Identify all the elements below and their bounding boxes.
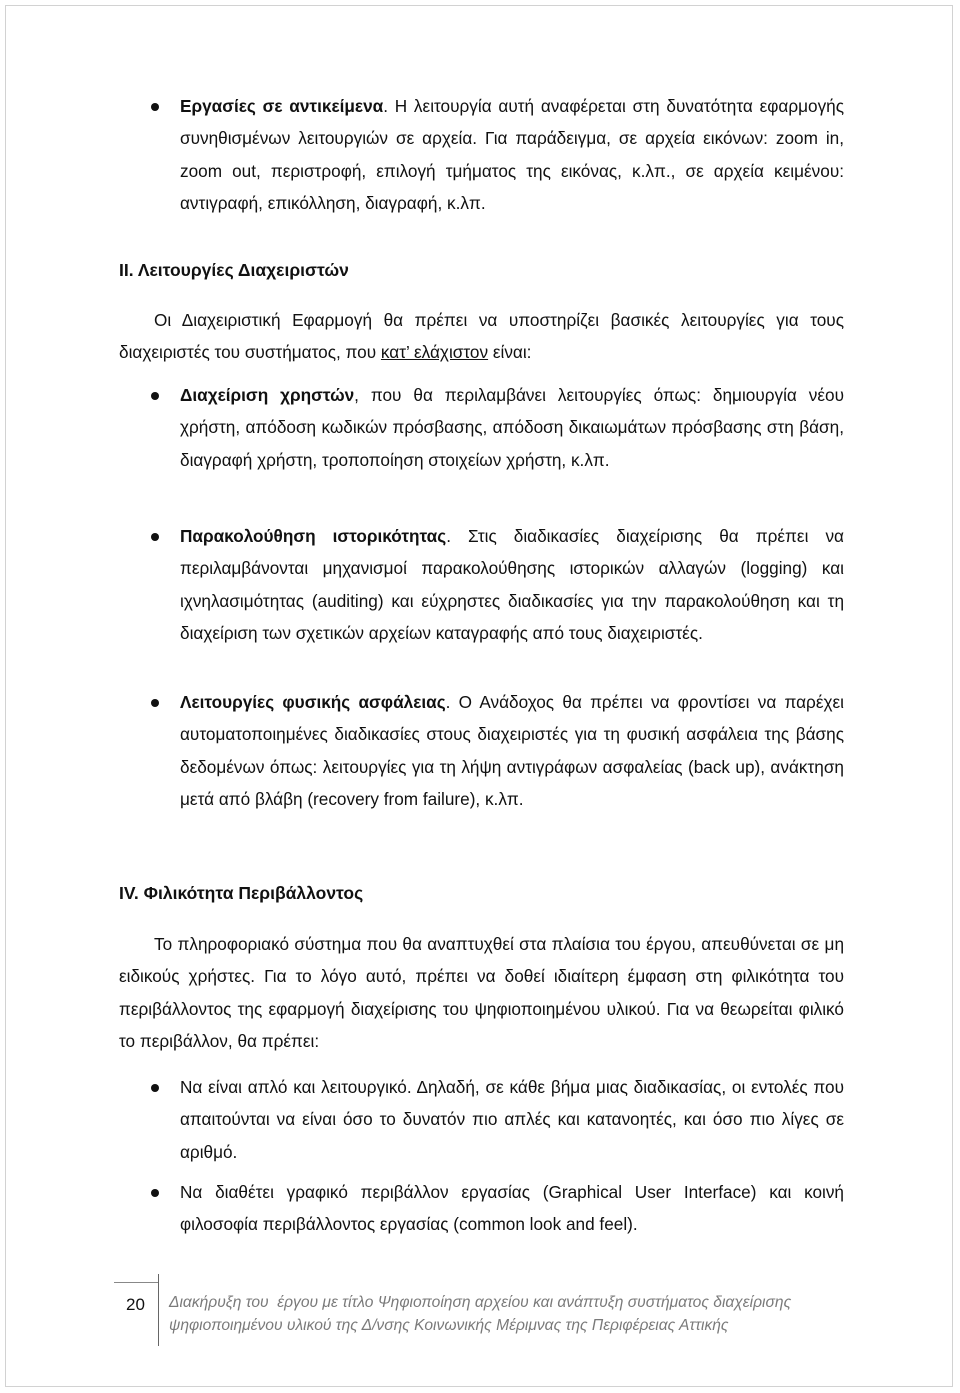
footer-vertical-rule xyxy=(158,1274,159,1346)
bullet-text: Να είναι απλό και λειτουργικό. Δηλαδή, σε κάθε βήμα μιας διαδικασίας, οι εντολές που απαιτούνται να είναι όσο το δυνατόν πιο απλές και κατανοητές, και όσο πιο λίγες σε αριθμό. xyxy=(180,1077,844,1162)
bullet-text: . Ο Ανάδοχος θα πρέπει να φροντίσει να παρέχει αυτοματοποιημένες διαδικασίες στους διαχειριστές για τη φυσική ασφάλεια της βάσης δεδομένων όπως: λειτουργίες για τη λήψη αντιγράφων ασφαλείας (back up), ανάκτηση μετά από βλάβη (recovery from failure), κ.λπ. xyxy=(180,692,844,810)
section-numeral: IV. xyxy=(119,883,139,903)
bullet-dot xyxy=(151,103,159,111)
bullet-text: , που θα περιλαμβάνει λειτουργίες όπως: δημιουργία νέου χρήστη, απόδοση κωδικών πρόσβασης, απόδοση δικαιωμάτων πρόσβασης στη βάση, διαγραφή χρήστη, τροποποίηση στοιχείων χρήστη, κ.λπ. xyxy=(180,385,844,470)
bullet-dot xyxy=(151,699,159,707)
bullet-item-physical-security xyxy=(180,686,844,816)
bullet-dot xyxy=(151,392,159,400)
intro-text: Οι Διαχειριστική Εφαρμογή θα πρέπει να υποστηρίζει βασικές λειτουργίες για τους διαχειριστές του συστήματος, που xyxy=(119,310,844,363)
bullet-item-history-tracking xyxy=(180,520,844,650)
bullet-dot xyxy=(151,1189,159,1197)
section-intro-usability xyxy=(119,928,844,1058)
section-heading-usability xyxy=(119,881,363,905)
footer-line-2: ψηφιοποιημένου υλικού της Δ/νσης Κοινωνικής Μέριμνας της Περιφέρειας Αττικής xyxy=(169,1317,729,1334)
page xyxy=(5,5,953,1387)
section-title: Φιλικότητα Περιβάλλοντος xyxy=(143,883,364,903)
bullet-lead: Διαχείριση χρηστών xyxy=(180,385,355,405)
intro-text: Το πληροφοριακό σύστημα που θα αναπτυχθεί στα πλαίσια του έργου, απευθύνεται σε μη ειδικούς χρήστες. Για το λόγο αυτό, πρέπει να δοθεί ιδιαίτερη έμφαση στη φιλικότητα του περιβάλλοντος της εφαρμογή διαχείρισης του ψηφιοποιημένου υλικού. Για να θεωρείται φιλικό το περιβάλλον, θα πρέπει: xyxy=(119,934,844,1052)
footer-caption xyxy=(169,1291,791,1337)
bullet-text: . Στις διαδικασίες διαχείρισης θα πρέπει να περιλαμβάνονται μηχανισμοί παρακολούθησης ιστορικών αλλαγών (logging) και ιχνηλασιμότητας (auditing) και εύχρηστες διαδικασίες για την παρακολούθηση και τη διαχείριση των σχετικών αρχείων καταγραφής από τους διαχειριστές. xyxy=(180,526,844,644)
bullet-item-gui xyxy=(180,1176,844,1241)
footer-line-1: Διακήρυξη του έργου με τίτλο Ψηφιοποίηση αρχείου και ανάπτυξη συστήματος διαχείρισης xyxy=(169,1294,792,1311)
bullet-text: . Η λειτουργία αυτή αναφέρεται στη δυνατότητα εφαρμογής συνηθισμένων λειτουργιών σε αρχεία. Για παράδειγμα, σε αρχεία εικόνων: zoom in, zoom out, περιστροφή, επιλογή τμήματος της εικόνας, κ.λπ., σε αρχεία κειμένου: αντιγραφή, επικόλληση, διαγραφή, κ.λπ. xyxy=(180,96,845,214)
section-numeral: ΙΙ. xyxy=(119,260,134,280)
section-heading-admin xyxy=(119,258,349,282)
intro-text-end: είναι: xyxy=(488,342,532,363)
bullet-lead: Λειτουργίες φυσικής ασφάλειας xyxy=(180,692,446,712)
bullet-item-simple xyxy=(180,1071,844,1168)
bullet-lead: Παρακολούθηση ιστορικότητας xyxy=(180,526,447,546)
footer-divider xyxy=(114,1282,158,1283)
section-title: Λειτουργίες Διαχειριστών xyxy=(137,260,349,280)
bullet-item-objects xyxy=(180,90,844,220)
page-number: 20 xyxy=(126,1295,145,1314)
bullet-dot xyxy=(151,1084,159,1092)
bullet-lead: Εργασίες σε αντικείμενα xyxy=(180,96,384,116)
intro-underlined: κατ’ ελάχιστον xyxy=(380,342,489,363)
bullet-item-user-management xyxy=(180,379,844,476)
bullet-text: Να διαθέτει γραφικό περιβάλλον εργασίας (Graphical User Interface) και κοινή φιλοσοφία περιβάλλοντος εργασίας (common look and feel). xyxy=(180,1182,844,1235)
bullet-dot xyxy=(151,533,159,541)
section-intro-admin xyxy=(119,304,844,369)
